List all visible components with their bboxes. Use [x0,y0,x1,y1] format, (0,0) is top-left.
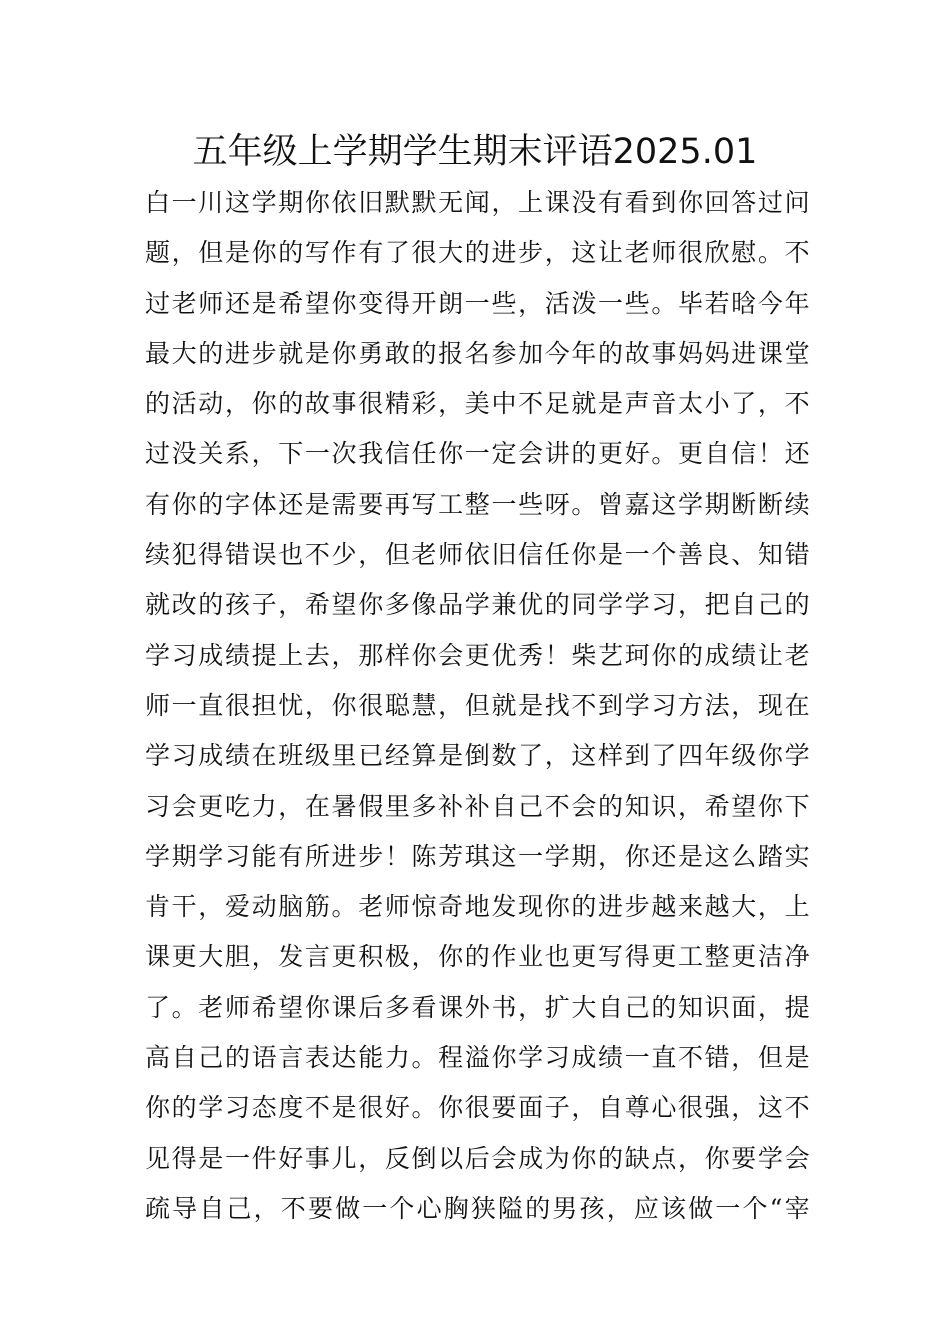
document-body [145,178,810,1234]
text-line: 学习成绩提上去，那样你会更优秀！柴艺珂你的成绩让老 [145,640,810,670]
text-line: 了。老师希望你课后多看课外书，扩大自己的知识面，提 [145,992,810,1022]
text-line: 过老师还是希望你变得开朗一些，活泼一些。毕若晗今年 [145,288,810,318]
text-line: 就改的孩子，希望你多像品学兼优的同学学习，把自己的 [145,590,810,620]
text-line: 过没关系，下一次我信任你一定会讲的更好。更自信！还 [145,439,810,469]
text-line: 疏导自己，不要做一个心胸狭隘的男孩，应该做一个“宰 [145,1193,810,1223]
text-line: 白一川这学期你依旧默默无闻，上课没有看到你回答过问 [145,188,810,217]
text-line: 的活动，你的故事很精彩，美中不足就是声音太小了，不 [145,389,810,419]
text-line: 课更大胆，发言更积极，你的作业也更写得更工整更洁净 [145,942,810,972]
document-title: 五年级上学期学生期末评语2025.01 [192,132,758,172]
text-line: 高自己的语言表达能力。程溢你学习成绩一直不错，但是 [145,1043,810,1073]
text-line: 续犯得错误也不少，但老师依旧信任你是一个善良、知错 [145,540,810,570]
text-line: 你的学习态度不是很好。你很要面子，自尊心很强，这不 [145,1093,810,1123]
text-line: 习会更吃力，在暑假里多补补自己不会的知识，希望你下 [145,791,810,821]
text-line: 学习成绩在班级里已经算是倒数了，这样到了四年级你学 [145,741,810,771]
text-line: 肯干，爱动脑筋。老师惊奇地发现你的进步越来越大，上 [145,892,810,922]
text-line: 最大的进步就是你勇敢的报名参加今年的故事妈妈进课堂 [145,338,810,368]
text-line: 有你的字体还是需要再写工整一些呀。曾嘉这学期断断续 [145,489,810,519]
text-line: 学期学习能有所进步！陈芳琪这一学期，你还是这么踏实 [145,841,810,871]
text-line: 题，但是你的写作有了很大的进步，这让老师很欣慰。不 [145,238,810,268]
text-line: 见得是一件好事儿，反倒以后会成为你的缺点，你要学会 [145,1143,810,1173]
text-line: 师一直很担忧，你很聪慧，但就是找不到学习方法，现在 [145,690,810,720]
